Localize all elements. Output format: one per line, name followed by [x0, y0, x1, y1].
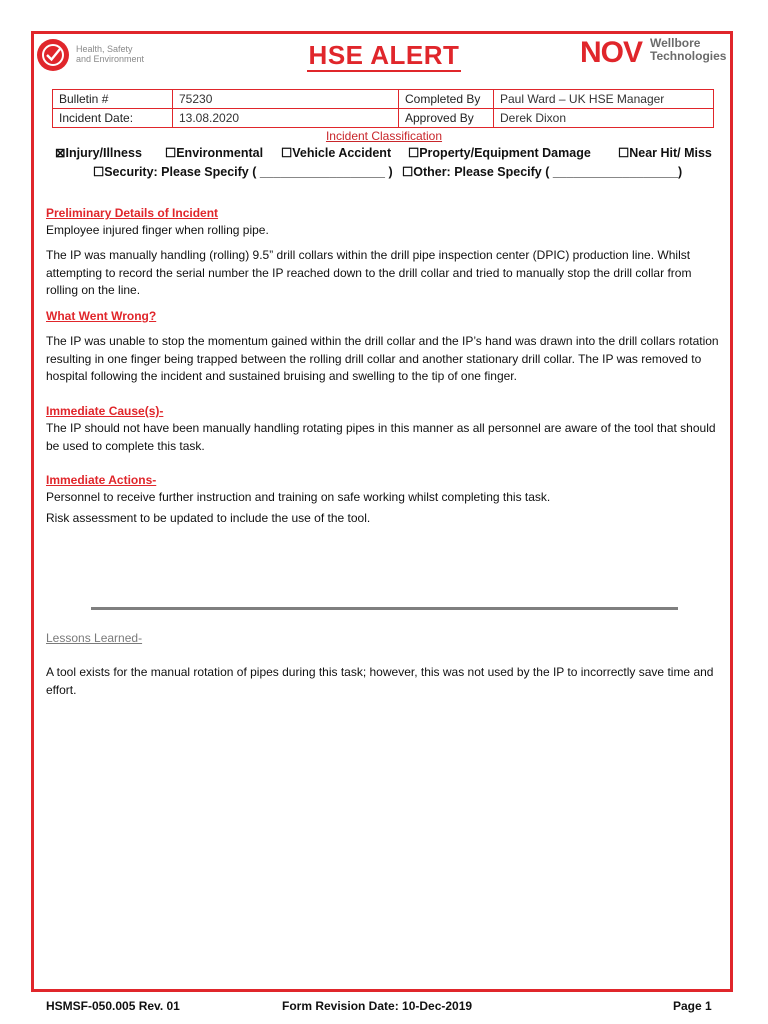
nov-logo: [578, 36, 738, 70]
preliminary-details: The IP was manually handling (rolling) 9.5” drill collars within the drill pipe inspection center (DPIC) production line. Whilst attempting to record the serial number the IP reached down to the drill collar and tried to manually stop the drill collar from rolling on the line.: [46, 248, 692, 297]
hse-logo-line-2: and Environment: [76, 54, 145, 64]
checkbox-label: Security: Please Specify ( __________________ ): [104, 165, 393, 179]
checkbox-near-hit[interactable]: [618, 145, 712, 160]
checkbox-injury[interactable]: [55, 145, 142, 160]
footer-page-number: Page 1: [673, 999, 712, 1013]
classification-title: Incident Classification: [325, 129, 443, 143]
incident-date-label: Incident Date:: [53, 109, 173, 128]
classification-title-wrap: [0, 127, 768, 145]
checkbox-icon: ☐: [402, 165, 414, 179]
completed-by-label: Completed By: [399, 90, 494, 109]
nov-division-line-2: Technologies: [650, 49, 727, 63]
incident-date-value: 13.08.2020: [173, 109, 399, 128]
lessons-learned-heading: Lessons Learned-: [46, 631, 143, 645]
approved-by-value: Derek Dixon: [494, 109, 714, 128]
immediate-causes-heading: Immediate Cause(s)-: [46, 404, 164, 418]
checkbox-label: Other: Please Specify ( __________________): [413, 165, 683, 179]
checkbox-icon: ☐: [93, 165, 105, 179]
page-title: HSE ALERT: [308, 40, 460, 70]
immediate-causes-text: The IP should not have been manually handling rotating pipes in this manner as all personnel are aware of the tool that should be used to complete this task.: [46, 421, 716, 453]
bulletin-value: 75230: [173, 90, 399, 109]
checkbox-label: Near Hit/ Miss: [629, 146, 712, 160]
checkbox-icon: ☐: [165, 146, 177, 160]
checkbox-icon: ☐: [618, 146, 630, 160]
immediate-action-2: Risk assessment to be updated to include the use of the tool.: [46, 511, 371, 525]
checkbox-label: Vehicle Accident: [292, 146, 392, 160]
checkbox-other[interactable]: [402, 164, 682, 179]
nov-division-line-1: Wellbore: [650, 36, 701, 50]
section-divider: [91, 607, 678, 610]
lessons-learned-text: A tool exists for the manual rotation of pipes during this task; however, this was not used by the IP to incorrectly save time and effort.: [46, 665, 714, 697]
checkbox-label: Environmental: [176, 146, 264, 160]
checkbox-label: Property/Equipment Damage: [419, 146, 591, 160]
checkbox-property-damage[interactable]: [408, 145, 591, 160]
immediate-action-1: Personnel to receive further instruction and training on safe working whilst completing this task.: [46, 490, 551, 504]
what-went-wrong-heading: What Went Wrong?: [46, 309, 157, 323]
hse-logo-line-1: Health, Safety: [76, 44, 133, 54]
checkbox-security[interactable]: [93, 164, 393, 179]
table-row: [53, 90, 714, 109]
checkbox-label: Injury/Illness: [65, 146, 142, 160]
nov-logo-mark: NOV: [580, 36, 643, 69]
preliminary-summary: Employee injured finger when rolling pipe.: [46, 223, 269, 237]
completed-by-value: Paul Ward – UK HSE Manager: [494, 90, 714, 109]
approved-by-label: Approved By: [399, 109, 494, 128]
checkbox-environmental[interactable]: [165, 145, 263, 160]
bulletin-label: Bulletin #: [53, 90, 173, 109]
footer-doc-code: HSMSF-050.005 Rev. 01: [46, 999, 180, 1013]
checkbox-vehicle-accident[interactable]: [281, 145, 391, 160]
incident-info-table: [52, 89, 714, 128]
what-went-wrong-text: The IP was unable to stop the momentum gained within the drill collar and the IP’s hand was drawn into the drill collars rotation resulting in one finger being trapped between the rolling drill collar and another stationary drill collar. The IP was removed to hospital following the incident and sustained bruising and swelling to the tip of one finger.: [46, 334, 719, 383]
table-row: [53, 109, 714, 128]
checked-box-icon: ⊠: [55, 146, 66, 160]
checkbox-icon: ☐: [408, 146, 420, 160]
footer-revision-date: Form Revision Date: 10-Dec-2019: [282, 999, 473, 1013]
preliminary-heading: Preliminary Details of Incident: [46, 206, 219, 220]
checkbox-icon: ☐: [281, 146, 293, 160]
immediate-actions-heading: Immediate Actions-: [46, 473, 157, 487]
